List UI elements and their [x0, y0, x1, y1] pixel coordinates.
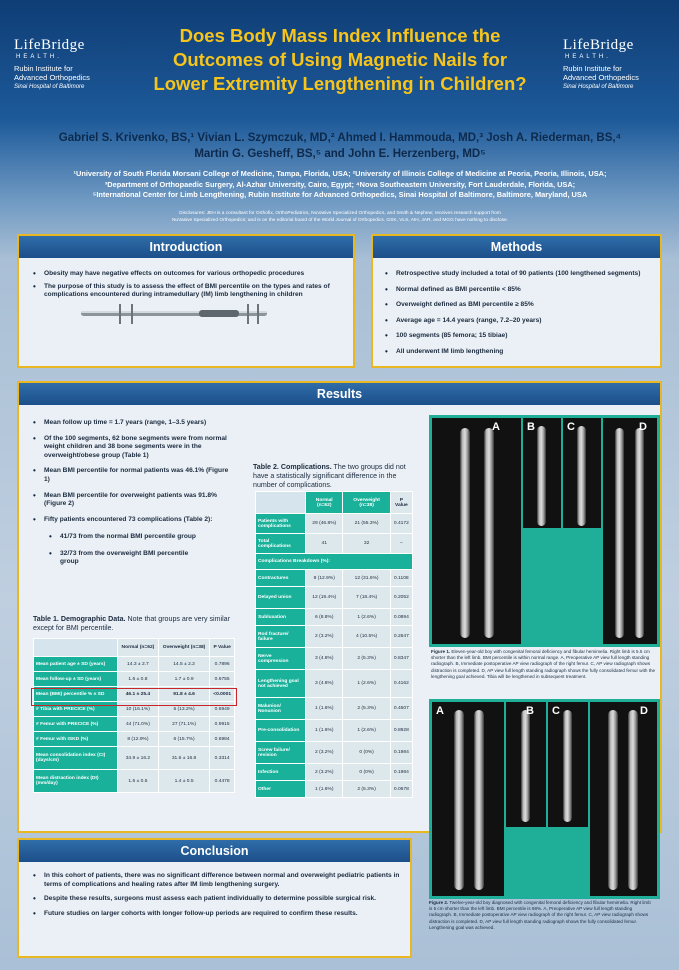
panel-letter: B	[527, 421, 535, 433]
cell: 0.6984	[210, 732, 235, 747]
table-row	[256, 534, 413, 554]
table2-caption-title: Table 2. Complications.	[253, 463, 332, 471]
cell: 1.7 ± 0.9	[158, 672, 209, 687]
poster-title	[120, 24, 560, 96]
introduction-panel	[17, 234, 355, 368]
lifebridge-logo-right	[563, 38, 678, 90]
xray-bone	[474, 710, 484, 890]
panel-letter: C	[567, 421, 575, 433]
row-label: Mean distraction index (DI) (mm/day)	[34, 770, 118, 793]
cell: 0.1984	[390, 742, 412, 764]
table-row	[34, 747, 235, 770]
table-row	[34, 657, 235, 672]
list-item: • Retrospective study included a total of 90 patients (100 lengthened segments)	[385, 270, 655, 279]
figure1-panel-a	[432, 418, 521, 644]
disclosures	[120, 210, 560, 224]
conclusion-panel	[17, 838, 412, 958]
table-header-row	[256, 492, 413, 514]
authors-line-2: Martin G. Gesheff, BS,⁵ and John E. Herzenberg, MD⁵	[194, 148, 486, 160]
list-item: • Normal defined as BMI percentile < 85%	[385, 286, 655, 295]
cell: 91.8 ± 4.6	[158, 687, 209, 702]
list-item: • Mean follow up time = 1.7 years (range, 1–3.5 years)	[33, 419, 229, 428]
cell: 31.6 ± 16.8	[158, 747, 209, 770]
table-header-cell: P Value	[210, 639, 235, 657]
figure2-panel-c	[548, 702, 588, 827]
figure1-panel-d	[603, 418, 657, 644]
table-header-cell: Overweight (n=38)	[343, 492, 390, 514]
row-label: Screw failure/ revision	[256, 742, 306, 764]
list-item: • Mean BMI percentile for normal patients was 46.1% (Figure 1)	[33, 467, 229, 484]
magnetic-nail-illustration	[79, 302, 269, 326]
list-item: • Mean BMI percentile for overweight patients was 91.8% (Figure 2)	[33, 492, 229, 509]
logo-institute	[14, 64, 129, 82]
logo-brand: LifeBridge	[14, 37, 85, 53]
results-heading: Results	[19, 383, 660, 405]
cell: 46.1 ± 25.4	[118, 687, 159, 702]
table-header-row	[34, 639, 235, 657]
row-label: Mean consolidation index (CI) (days/cm)	[34, 747, 118, 770]
figure1-panel-c	[563, 418, 601, 528]
table-row	[256, 648, 413, 670]
xray-bone	[454, 710, 464, 890]
cell: 14.3 ± 2.7	[118, 657, 159, 672]
cell: 5 (13.2%)	[158, 702, 209, 717]
cell: 14.5 ± 2.2	[158, 657, 209, 672]
table-row	[256, 626, 413, 648]
cell: 3 (4.8%)	[306, 670, 343, 698]
panel-letter: A	[436, 705, 444, 717]
row-label: Malunion/ Nonunion	[256, 698, 306, 720]
xray-bone	[521, 710, 530, 822]
cell: <0.0001	[210, 687, 235, 702]
row-label: Rod fracture/ failure	[256, 626, 306, 648]
table-row	[256, 698, 413, 720]
table2-caption-text: The two groups did not have a statistically significant difference in the number of complications.	[253, 463, 406, 489]
cell: 6 (8.8%)	[306, 609, 343, 626]
list-item: • The purpose of this study is to assess the effect of BMI percentile on the types and rates of complications encountered during intramedullary (IM) limb lengthening in children	[33, 283, 343, 300]
table1-caption	[33, 615, 248, 633]
row-label: Lengthening goal not achieved	[256, 670, 306, 698]
row-label: Mean patient age ± SD (years)	[34, 657, 118, 672]
cell: 1.4 ± 0.5	[158, 770, 209, 793]
row-label: # Tibia with PRECICE (%)	[34, 702, 118, 717]
list-item: • Of the 100 segments, 62 bone segments were from normal weight children and 38 bone segments were in the overweight/obese group (Table 1)	[33, 435, 229, 461]
logo-institute-line2: Advanced Orthopedics	[563, 73, 639, 82]
table-row	[256, 781, 413, 798]
cell: 1.6 ± 0.8	[118, 672, 159, 687]
title-line-2: Outcomes of Using Magnetic Nails for	[172, 49, 508, 70]
disclosure-line-1: Disclosures: JEH is a consultant for Orthofix, OrthoPediatrics, NuVasive Specialized Orthopedics, and Smith & Nephew; receives research support from	[179, 211, 501, 216]
authors-line-1: Gabriel S. Krivenko, BS,¹ Vivian L. Szymczuk, MD,² Ahmed I. Hammouda, MD,³ Josh A. Riederman, BS,⁴	[58, 132, 622, 144]
logo-health: HEALTH.	[565, 54, 611, 60]
title-line-1: Does Body Mass Index Influence the	[179, 25, 501, 46]
xray-bone	[635, 428, 644, 638]
cell: 0 (0%)	[343, 764, 390, 781]
row-label: Subluxation	[256, 609, 306, 626]
cell: 8 (12.9%)	[306, 570, 343, 587]
cell: 1 (2.6%)	[343, 609, 390, 626]
row-label: Delayed union	[256, 587, 306, 609]
logo-institute-line2: Advanced Orthopedics	[14, 73, 90, 82]
table-row	[256, 742, 413, 764]
cell: 0.3314	[210, 747, 235, 770]
row-label: Infection	[256, 764, 306, 781]
cell: 4 (10.5%)	[343, 626, 390, 648]
list-item: • Future studies on larger cohorts with longer follow-up periods are required to confirm these results.	[33, 910, 403, 919]
logo-hospital: Sinai Hospital of Baltimore	[14, 84, 85, 90]
figure2-caption-title: Figure 2.	[429, 900, 449, 905]
row-label: Other	[256, 781, 306, 798]
results-panel	[17, 381, 662, 833]
logo-hospital: Sinai Hospital of Baltimore	[563, 84, 634, 90]
logo-institute-line1: Rubin Institute for	[14, 64, 73, 73]
list-item: • Obesity may have negative effects on outcomes for various orthopedic procedures	[33, 270, 343, 279]
table2-caption	[253, 463, 413, 490]
methods-heading: Methods	[373, 236, 660, 258]
affiliation-line-1: ¹University of South Florida Morsani College of Medicine, Tampa, Florida, USA; ²University of Illinois College of Medicine at Peoria, Peoria, Illinois, USA;	[73, 169, 607, 178]
table-row	[256, 764, 413, 781]
table-row	[34, 770, 235, 793]
table-row	[256, 720, 413, 742]
figure2-panel-d	[590, 702, 657, 896]
cell: 1 (2.6%)	[343, 670, 390, 698]
lifebridge-logo-left	[14, 38, 129, 90]
disclosure-line-2: NuVasive Specialized Orthopedics; and is on the editorial board of the World Journal of Orthopedics. GSK, VLS, AIH, JAR, and MGG have nothing to disclose.	[171, 218, 509, 223]
xray-bone	[484, 428, 494, 638]
row-label: Pre-consolidation	[256, 720, 306, 742]
list-item: • Overweight defined as BMI percentile ≥ 85%	[385, 301, 655, 310]
xray-bone	[460, 428, 470, 638]
cell: 0.6755	[210, 672, 235, 687]
figure2-caption-text: Twelve-year-old boy diagnosed with congenital femoral deficiency and fibular hemimelia. Right limb is 5 cm shorter than the left limb. BMI percentile is 98%. A, Preoperative AP view full length standing radiograph. B, Immediate postoperative AP view radiograph of the right femur. C, AP view radiograph shows distraction is completed. D, AP view full length standing radiograph shows the fully consolidated femur. Lengthening goal was achieved.	[429, 900, 651, 930]
table-row	[256, 554, 413, 570]
list-item: • 32/73 from the overweight BMI percentile group	[49, 550, 199, 567]
table-row	[256, 570, 413, 587]
list-item: • 100 segments (85 femora; 15 tibiae)	[385, 332, 655, 341]
cell: 2 (3.2%)	[306, 742, 343, 764]
cell: 0.9915	[210, 717, 235, 732]
table-row	[256, 514, 413, 534]
cell: 2 (3.2%)	[306, 764, 343, 781]
introduction-heading: Introduction	[19, 236, 353, 258]
conclusion-bullets	[33, 872, 403, 922]
results-sub-bullets	[49, 533, 199, 571]
xray-bone	[615, 428, 624, 638]
table-row	[256, 670, 413, 698]
affiliation-line-3: ⁵International Center for Limb Lengthening, Rubin Institute for Advanced Orthopedics, Sinai Hospital of Baltimore, Baltimore, Maryland, USA	[92, 190, 588, 199]
cell: 3 (4.8%)	[306, 648, 343, 670]
cell: 7 (18.4%)	[343, 587, 390, 609]
logo-institute-line1: Rubin Institute for	[563, 64, 622, 73]
affiliations	[20, 169, 660, 201]
table-corner-cell	[256, 492, 306, 514]
title-line-3: Lower Extremity Lengthening in Children?	[153, 73, 527, 94]
panel-letter: D	[640, 705, 648, 717]
panel-letter: D	[639, 421, 647, 433]
table-header-cell: P Value	[390, 492, 412, 514]
cell: 0.6949	[210, 702, 235, 717]
cell: 2 (5.3%)	[343, 648, 390, 670]
row-label: # Femur with PRECICE (%)	[34, 717, 118, 732]
methods-panel	[371, 234, 662, 368]
figure2	[429, 699, 660, 899]
xray-bone	[563, 710, 572, 822]
cell: 2 (5.3%)	[343, 781, 390, 798]
table-row	[256, 587, 413, 609]
cell: 1 (1.6%)	[306, 698, 343, 720]
table1-caption-title: Table 1. Demographic Data.	[33, 615, 126, 623]
cell: 0.2052	[390, 587, 412, 609]
cell: –	[390, 534, 412, 554]
xray-bone	[628, 710, 638, 890]
bmi-row-highlight	[31, 688, 237, 706]
cell: 21 (55.3%)	[343, 514, 390, 534]
cell: 0.4478	[210, 770, 235, 793]
table-row	[256, 609, 413, 626]
cell: 1 (2.6%)	[343, 720, 390, 742]
cell: 44 (71.0%)	[118, 717, 159, 732]
logo-brand: LifeBridge	[563, 37, 634, 53]
introduction-bullets	[33, 270, 343, 304]
row-label: # Femur with ISKD (%)	[34, 732, 118, 747]
table-header-cell: Normal (n=62)	[118, 639, 159, 657]
cell: 1.5 ± 0.5	[118, 770, 159, 793]
table2-complications	[255, 491, 413, 798]
cell: 0.0894	[390, 609, 412, 626]
list-item: • 41/73 from the normal BMI percentile group	[49, 533, 199, 542]
cell: 8 (12.9%)	[118, 732, 159, 747]
xray-bone	[537, 426, 546, 526]
cell: 0.8347	[390, 648, 412, 670]
table-row	[34, 732, 235, 747]
logo-institute	[563, 64, 678, 82]
figure1	[429, 415, 660, 647]
cell: 0.0678	[390, 781, 412, 798]
table-row	[34, 672, 235, 687]
figure1-panel-b	[523, 418, 561, 528]
cell: 2 (5.3%)	[343, 698, 390, 720]
cell: 0 (0%)	[343, 742, 390, 764]
authors	[20, 130, 660, 162]
figure1-caption-text: Eleven-year-old boy with congenital femoral deficiency and fibular hemimelia. Right limb is 5.5 cm shorter than the left limb. BMI percentile is within normal range. A, Preoperative AP view full length standing radiograph. B, Immediate postoperative AP view radiograph of the right femur. C, AP view radiograph shows distraction is completed. D, AP view full length standing radiograph shows the fully consolidated femur with the lengthening goal achieved. Tibia will be lengthened in subsequent treatment.	[431, 649, 656, 679]
list-item: • Average age = 14.4 years (range, 7.2–20 years)	[385, 317, 655, 326]
cell: 34.9 ± 16.2	[118, 747, 159, 770]
cell: 0.4172	[390, 514, 412, 534]
logo-health: HEALTH.	[16, 54, 62, 60]
xray-bone	[577, 426, 586, 526]
panel-letter: B	[526, 705, 534, 717]
list-item: • In this cohort of patients, there was no significant difference between normal and overweight pediatric patients in terms of complications and healing rates after IM limb lengthening surgery.	[33, 872, 403, 889]
table-row	[34, 717, 235, 732]
figure2-caption	[429, 900, 655, 931]
figure2-panel-b	[506, 702, 546, 827]
list-item: • Fifty patients encountered 73 complications (Table 2):	[33, 516, 229, 525]
cell: 1 (1.6%)	[306, 781, 343, 798]
list-item: • Despite these results, surgeons must assess each patient individually to determine possible surgical risk.	[33, 895, 403, 904]
row-label: Mean follow-up ± SD (years)	[34, 672, 118, 687]
conclusion-heading: Conclusion	[19, 840, 410, 862]
cell: 0.1984	[390, 764, 412, 781]
panel-letter: A	[492, 421, 500, 433]
cell: 0.4162	[390, 670, 412, 698]
cell: 0.1108	[390, 570, 412, 587]
cell: 6 (15.7%)	[158, 732, 209, 747]
cell: 41	[306, 534, 343, 554]
row-label: Nerve compression	[256, 648, 306, 670]
breakdown-label: Complications Breakdown (%):	[256, 554, 413, 570]
row-label: Mean (BMI) percentile % ± SD	[34, 687, 118, 702]
cell: 27 (71.1%)	[158, 717, 209, 732]
figure1-caption-title: Figure 1.	[431, 649, 451, 654]
cell: 29 (46.8%)	[306, 514, 343, 534]
table1-demographics	[33, 638, 235, 793]
cell: 10 (16.1%)	[118, 702, 159, 717]
methods-bullets	[385, 270, 655, 364]
figure2-panel-a	[432, 702, 504, 896]
cell: 0.7896	[210, 657, 235, 672]
table1-caption-text: Note that groups are very similar except for BMI percentile.	[33, 615, 230, 632]
cell: 0.4507	[390, 698, 412, 720]
xray-bone	[608, 710, 618, 890]
cell: 2 (3.2%)	[306, 626, 343, 648]
row-label: Patients with complications	[256, 514, 306, 534]
results-bullets	[33, 419, 229, 527]
list-item: • All underwent IM limb lengthening	[385, 348, 655, 357]
table-header-cell: Normal (n=62)	[306, 492, 343, 514]
affiliation-line-2: ³Department of Orthopaedic Surgery, Al-Azhar University, Cairo, Egypt; ⁴Nova Southeastern University, Fort Lauderdale, Florida, USA;	[104, 179, 576, 189]
cell: 12 (31.6%)	[343, 570, 390, 587]
panel-letter: C	[552, 705, 560, 717]
table-header-cell: Overweight (n=38)	[158, 639, 209, 657]
row-label: Total complications	[256, 534, 306, 554]
cell: 32	[343, 534, 390, 554]
cell: 0.8928	[390, 720, 412, 742]
cell: 1 (1.6%)	[306, 720, 343, 742]
row-label: Contractures	[256, 570, 306, 587]
cell: 0.2647	[390, 626, 412, 648]
figure1-caption	[431, 649, 659, 680]
table-corner-cell	[34, 639, 118, 657]
cell: 12 (19.4%)	[306, 587, 343, 609]
